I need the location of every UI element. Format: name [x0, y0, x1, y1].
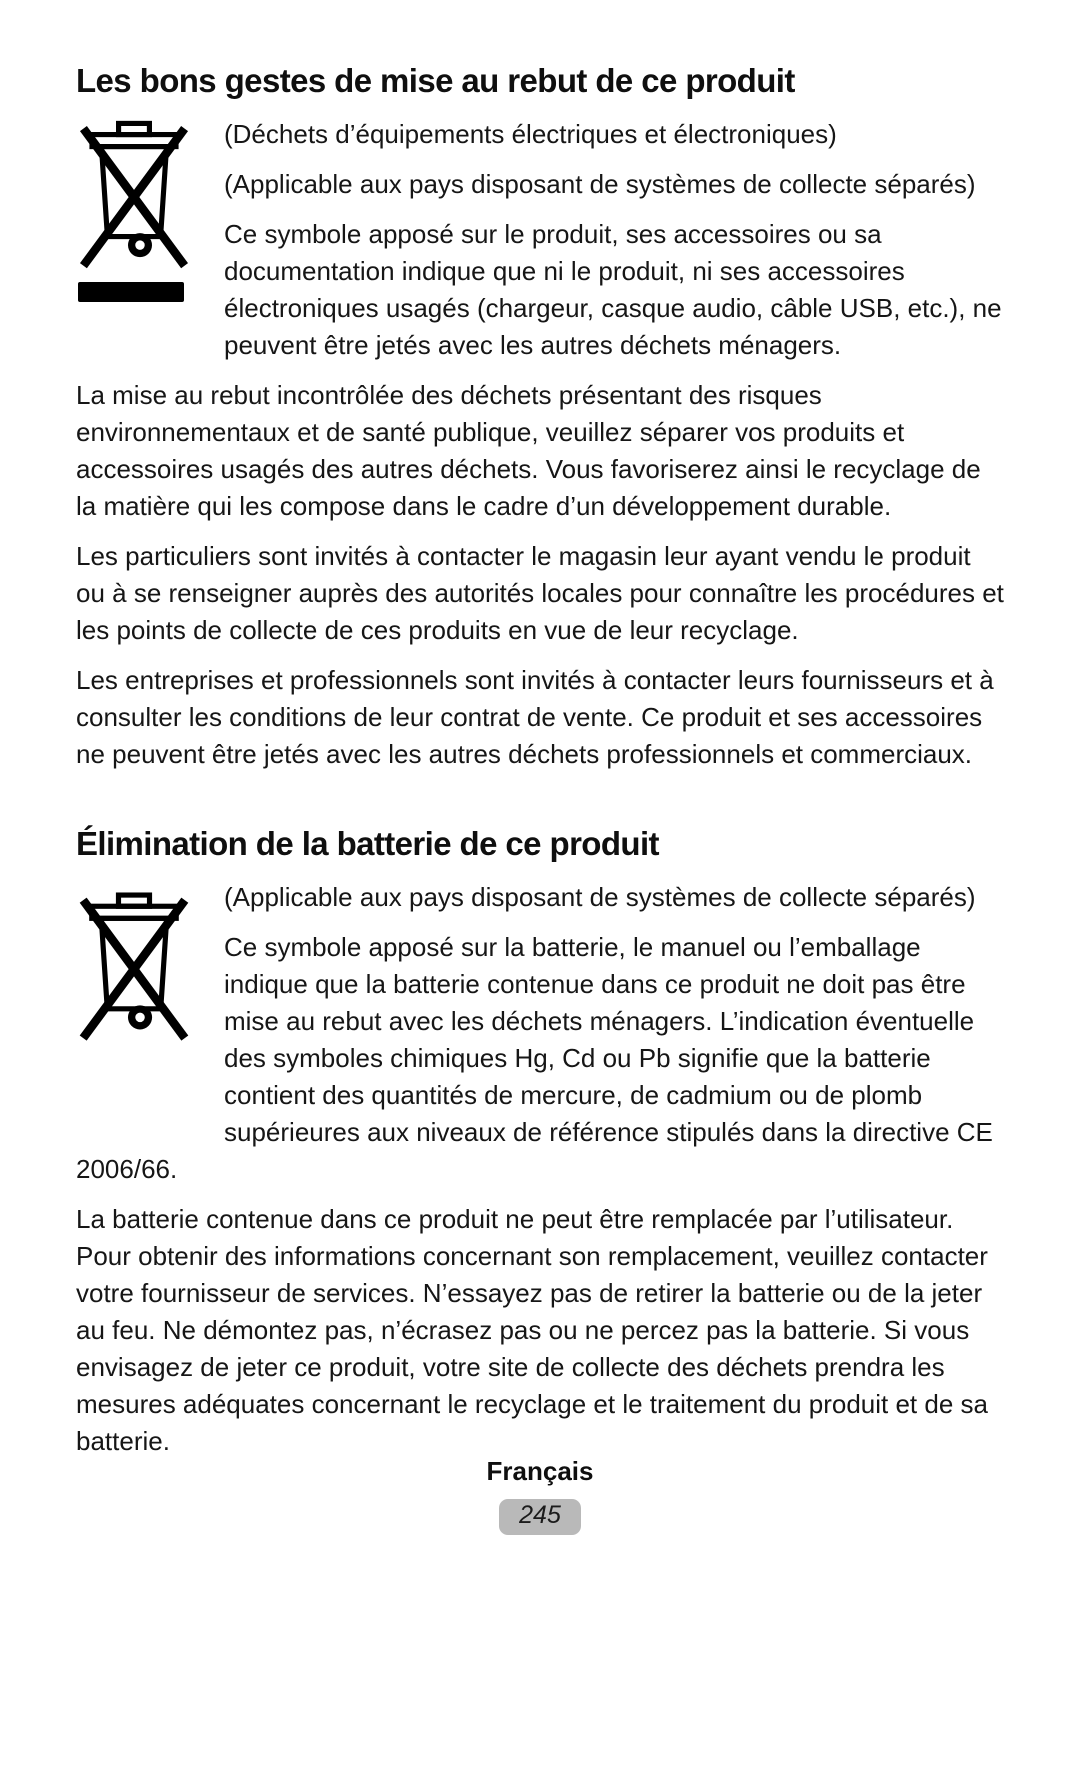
weee-paragraph-individuals: Les particuliers sont invités à contacter le magasin leur ayant vendu le produit ou à se renseigner auprès des autorités locales pour connaître les procédures et les points de collecte de ces produits en vue de leur recyclage. [76, 541, 1004, 645]
weee-crossed-bin-icon [78, 120, 196, 302]
battery-crossed-bin-icon [78, 883, 196, 1051]
crossed-out-wheelie-bin-icon [78, 120, 190, 270]
weee-subtitle-applicable: (Applicable aux pays disposant de systèmes de collecte séparés) [224, 169, 976, 199]
section-weee-disposal [76, 62, 1004, 773]
weee-subtitle-electronics: (Déchets d’équipements électriques et électroniques) [224, 119, 837, 149]
crossed-out-wheelie-bin-icon [78, 883, 190, 1051]
weee-black-bar [78, 282, 184, 302]
battery-paragraph-replacement: La batterie contenue dans ce produit ne peut être remplacée par l’utilisateur. Pour obtenir des informations concernant son remplacement, veuillez contacter votre fournisseur de services. N’essayez pas de retirer la batterie ou de la jeter au feu. Ne démontez pas, n’écrasez pas ou ne percez pas la batterie. Si vous envisagez de jeter ce produit, votre site de collecte des déchets prendra les mesures adéquates concernant le recyclage et le traitement du produit et de sa batterie. [76, 1204, 988, 1456]
battery-subtitle-applicable: (Applicable aux pays disposant de systèmes de collecte séparés) [224, 882, 976, 912]
weee-paragraph-businesses: Les entreprises et professionnels sont invités à contacter leurs fournisseurs et à consulter les conditions de leur contrat de vente. Ce produit et ses accessoires ne peuvent être jetés avec les autres déchets professionnels et commerciaux. [76, 665, 994, 769]
section-battery-disposal [76, 825, 1004, 1460]
footer-language-label: Français [486, 1456, 594, 1486]
battery-section-title: Élimination de la batterie de ce produit [76, 825, 659, 862]
weee-paragraph-symbol: Ce symbole apposé sur le produit, ses accessoires ou sa documentation indique que ni le produit, ni ses accessoires électroniques usagés (chargeur, casque audio, câble USB, etc.), ne peuvent être jetés avec les autres déchets ménagers. [224, 219, 1002, 360]
page-number-badge: 245 [499, 1499, 581, 1535]
page-footer [0, 1456, 1080, 1535]
battery-paragraph-symbol: Ce symbole apposé sur la batterie, le manuel ou l’emballage indique que la batterie contenue dans ce produit ne doit pas être mise au rebut avec les déchets ménagers. L’indication éventuelle des symboles chimiques Hg, Cd ou Pb signifie que la batterie contient des quantités de mercure, de cadmium ou de plomb supérieures aux niveaux de référence stipulés dans la directive CE 2006/66. [76, 932, 993, 1184]
weee-paragraph-risks: La mise au rebut incontrôlée des déchets présentant des risques environnementaux et de santé publique, veuillez séparer vos produits et accessoires usagés des autres déchets. Vous favoriserez ainsi le recyclage de la matière qui les compose dans le cadre d’un développement durable. [76, 380, 981, 521]
weee-section-title: Les bons gestes de mise au rebut de ce produit [76, 62, 795, 99]
